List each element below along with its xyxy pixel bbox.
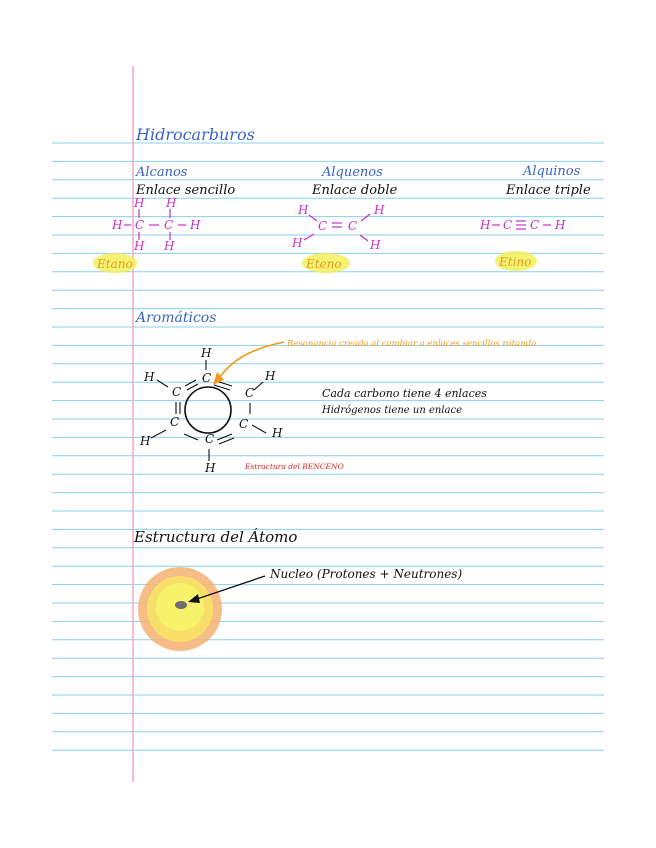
ethene-h-top-right: H [374,203,385,217]
benzene-c-top: C [202,371,212,385]
ethane-h-top-right: H [166,196,177,210]
ethyne-c1: C [503,218,513,232]
ethane-h-bottom-left: H [134,239,145,253]
ethene-h-bottom-left: H [292,236,303,250]
ethene-c1: C [318,219,328,233]
ethane-label: Etano [97,257,133,271]
benzene-h-upper-right: H [265,369,276,383]
benzene-ring [185,387,231,433]
atom-nucleus [175,601,187,609]
ethyne-label: Etino [499,255,532,269]
ethyne-h-right: H [555,218,566,232]
benzene-h-upper-left: H [144,370,155,384]
alkenes-bond-type: Enlace doble [312,183,398,198]
ethene-c2: C [348,219,358,233]
benzene-h-top: H [201,346,212,360]
benzene-c-lower-right: C [239,417,249,431]
ethene-structure [291,203,385,252]
benzene-c-upper-left: C [172,385,182,399]
benzene-h-bottom: H [205,461,216,475]
alkanes-heading: Alcanos [136,165,188,180]
ethane-h-left: H [112,218,123,232]
ethane-structure [111,196,201,253]
alkenes-heading: Alquenos [322,165,383,180]
ethane-c1: C [135,218,145,232]
page-title: Hidrocarburos [136,125,255,144]
alkanes-bond-type: Enlace sencillo [136,183,236,198]
benzene-c-bottom: C [205,432,215,446]
ethyne-structure [479,218,566,232]
benzene-c-upper-right: C [245,386,255,400]
aromatics-heading: Aromáticos [136,310,217,326]
atom-heading: Estructura del Átomo [134,528,298,546]
benzene-note-carbon: Cada carbono tiene 4 enlaces [322,387,487,400]
benzene-h-lower-left: H [140,434,151,448]
benzene-note-hydrogen: Hidrógenos tiene un enlace [322,405,462,416]
benzene-c-lower-left: C [170,415,180,429]
nucleus-label: Nucleo (Protones + Neutrones) [270,567,463,581]
alkynes-bond-type: Enlace triple [506,183,591,198]
ethane-h-top-left: H [134,196,145,210]
alkynes-heading: Alquinos [523,164,581,179]
benzene-caption: Estructura del BENCENO [245,462,344,471]
ethene-label: Eteno [306,257,342,271]
atom-diagram [138,567,222,651]
ethyne-h-left: H [480,218,491,232]
benzene-h-lower-right: H [272,426,283,440]
ethyne-c2: C [530,218,540,232]
ethane-h-right: H [190,218,201,232]
ethane-h-bottom-right: H [164,239,175,253]
ethene-h-bottom-right: H [370,238,381,252]
ethene-h-top-left: H [298,203,309,217]
resonance-note: Resonancia creada al cambiar a enlaces sencillos rotando [287,339,537,349]
ethane-c2: C [164,218,174,232]
ruled-lines [52,143,604,750]
